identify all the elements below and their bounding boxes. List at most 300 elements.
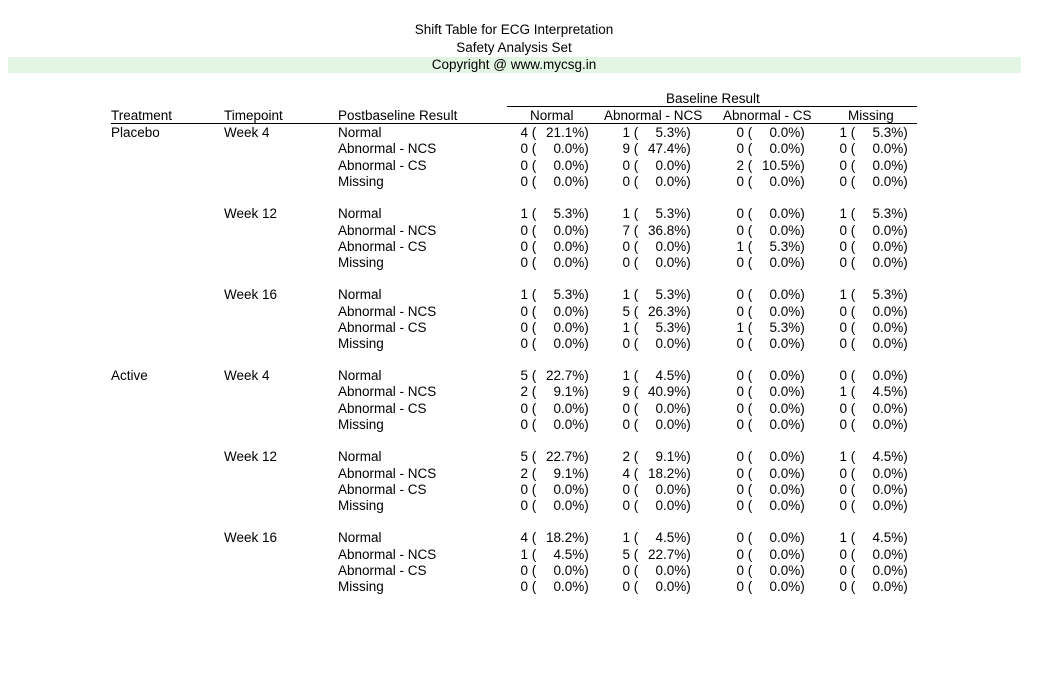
- shift-count-cell: [512, 336, 589, 352]
- percent-value: 4.5%: [872, 530, 904, 546]
- close-paren: ): [584, 416, 589, 432]
- count-value: 0: [520, 320, 528, 335]
- count-value: 0: [736, 400, 744, 416]
- percent-value: 0.0%: [872, 481, 904, 497]
- close-paren: ): [686, 303, 691, 319]
- count-value: 0: [622, 255, 630, 271]
- close-paren: ): [800, 125, 805, 140]
- shift-count-cell: [614, 401, 691, 417]
- open-paren: (: [744, 206, 753, 222]
- count-value: 9: [622, 384, 630, 400]
- close-paren: ): [903, 287, 908, 303]
- count-value: 5: [622, 303, 630, 319]
- close-paren: ): [584, 157, 589, 173]
- close-paren: ): [800, 303, 805, 319]
- percent-value: 9.1%: [655, 449, 687, 465]
- close-paren: ): [686, 563, 691, 578]
- shift-count-cell: [614, 449, 691, 465]
- percent-value: 4.5%: [553, 546, 585, 562]
- shift-count-cell: [614, 384, 691, 400]
- close-paren: ): [584, 287, 589, 303]
- count-value: 0: [839, 141, 847, 157]
- percent-value: 0.0%: [553, 579, 585, 595]
- open-paren: (: [744, 416, 753, 432]
- percent-value: 0.0%: [655, 416, 687, 432]
- shift-count-cell: [512, 449, 589, 465]
- percent-value: 0.0%: [553, 481, 585, 497]
- percent-value: 26.3%: [647, 303, 687, 319]
- percent-value: 0.0%: [872, 546, 904, 562]
- close-paren: ): [584, 303, 589, 319]
- close-paren: ): [800, 449, 805, 465]
- shift-count-cell: [831, 239, 908, 255]
- count-value: 0: [839, 173, 847, 189]
- percent-value: 0.0%: [655, 481, 687, 497]
- open-paren: (: [744, 384, 753, 400]
- shift-count-cell: [728, 384, 805, 400]
- shift-count-cell: [728, 449, 805, 465]
- shift-count-cell: [512, 287, 589, 303]
- open-paren: (: [528, 222, 537, 238]
- copyright-title: Copyright @ www.mycsg.in: [431, 57, 597, 72]
- count-value: 0: [520, 481, 528, 497]
- percent-value: 18.2%: [545, 530, 585, 546]
- close-paren: ): [800, 336, 805, 352]
- open-paren: (: [744, 530, 753, 546]
- open-paren: (: [630, 125, 639, 140]
- shift-count-cell: [512, 174, 589, 190]
- shift-count-cell: [512, 417, 589, 433]
- close-paren: ): [686, 384, 691, 400]
- percent-value: 0.0%: [553, 222, 585, 238]
- open-paren: (: [744, 320, 753, 335]
- shift-count-cell: [512, 498, 589, 514]
- shift-count-cell: [831, 449, 908, 465]
- percent-value: 0.0%: [872, 336, 904, 352]
- shift-count-cell: [831, 417, 908, 433]
- open-paren: (: [528, 498, 537, 514]
- count-value: 0: [839, 222, 847, 238]
- close-paren: ): [800, 141, 805, 157]
- percent-value: 5.3%: [553, 206, 585, 222]
- shift-count-cell: [831, 141, 908, 157]
- shift-count-cell: [512, 304, 589, 320]
- shift-count-cell: [831, 384, 908, 400]
- close-paren: ): [686, 416, 691, 432]
- close-paren: ): [903, 481, 908, 497]
- open-paren: (: [847, 157, 856, 173]
- percent-value: 0.0%: [872, 238, 904, 254]
- close-paren: ): [903, 368, 908, 383]
- percent-value: 0.0%: [769, 303, 801, 319]
- percent-value: 4.5%: [655, 530, 687, 546]
- shift-count-cell: [614, 174, 691, 190]
- open-paren: (: [528, 449, 537, 465]
- percent-value: 0.0%: [769, 336, 801, 352]
- shift-count-cell: [831, 206, 908, 222]
- percent-value: 0.0%: [872, 563, 904, 578]
- percent-value: 47.4%: [647, 141, 687, 157]
- count-value: 0: [520, 336, 528, 352]
- close-paren: ): [686, 368, 691, 383]
- close-paren: ): [903, 238, 908, 254]
- postbaseline-result-label: Missing: [338, 173, 384, 189]
- percent-value: 22.7%: [545, 368, 585, 383]
- count-value: 7: [622, 222, 630, 238]
- count-value: 0: [520, 498, 528, 514]
- count-value: 1: [839, 384, 847, 400]
- count-value: 0: [839, 400, 847, 416]
- count-value: 0: [622, 481, 630, 497]
- percent-value: 0.0%: [655, 255, 687, 271]
- percent-value: 5.3%: [769, 320, 801, 335]
- count-value: 1: [622, 287, 630, 303]
- shift-count-cell: [728, 158, 805, 174]
- percent-value: 0.0%: [553, 303, 585, 319]
- percent-value: 0.0%: [872, 400, 904, 416]
- close-paren: ): [800, 320, 805, 335]
- shift-count-cell: [728, 255, 805, 271]
- percent-value: 5.3%: [769, 238, 801, 254]
- count-value: 0: [736, 481, 744, 497]
- open-paren: (: [630, 303, 639, 319]
- close-paren: ): [584, 255, 589, 271]
- postbaseline-header: Postbaseline Result: [338, 108, 458, 123]
- postbaseline-result-label: Abnormal - CS: [338, 238, 427, 254]
- open-paren: (: [744, 303, 753, 319]
- close-paren: ): [686, 222, 691, 238]
- count-value: 0: [520, 579, 528, 595]
- count-value: 0: [520, 238, 528, 254]
- timepoint-label: Week 16: [224, 530, 278, 546]
- close-paren: ): [686, 579, 691, 595]
- percent-value: 0.0%: [769, 384, 801, 400]
- open-paren: (: [630, 481, 639, 497]
- close-paren: ): [686, 125, 691, 140]
- open-paren: (: [528, 206, 537, 222]
- count-value: 0: [520, 400, 528, 416]
- close-paren: ): [903, 320, 908, 335]
- shift-count-cell: [512, 482, 589, 498]
- open-paren: (: [744, 465, 753, 481]
- count-value: 0: [520, 157, 528, 173]
- open-paren: (: [744, 498, 753, 514]
- percent-value: 0.0%: [655, 157, 687, 173]
- open-paren: (: [847, 563, 856, 578]
- close-paren: ): [686, 238, 691, 254]
- count-value: 0: [736, 125, 744, 140]
- close-paren: ): [686, 498, 691, 514]
- shift-count-cell: [512, 141, 589, 157]
- close-paren: ): [800, 546, 805, 562]
- close-paren: ): [903, 384, 908, 400]
- timepoint-label: Week 4: [224, 125, 270, 140]
- count-value: 1: [839, 206, 847, 222]
- count-value: 0: [736, 141, 744, 157]
- open-paren: (: [528, 563, 537, 578]
- percent-value: 0.0%: [769, 125, 801, 140]
- shift-count-cell: [512, 368, 589, 384]
- shift-count-cell: [512, 466, 589, 482]
- count-value: 0: [736, 416, 744, 432]
- count-value: 2: [622, 449, 630, 465]
- open-paren: (: [847, 449, 856, 465]
- percent-value: 0.0%: [872, 173, 904, 189]
- percent-value: 0.0%: [872, 320, 904, 335]
- shift-count-cell: [728, 287, 805, 303]
- shift-count-cell: [831, 304, 908, 320]
- percent-value: 0.0%: [769, 141, 801, 157]
- shift-count-cell: [831, 223, 908, 239]
- shift-count-cell: [831, 466, 908, 482]
- baseline-span-rule: [507, 106, 917, 107]
- close-paren: ): [903, 449, 908, 465]
- percent-value: 0.0%: [872, 368, 904, 383]
- shift-count-cell: [614, 223, 691, 239]
- shift-count-cell: [728, 563, 805, 579]
- close-paren: ): [686, 481, 691, 497]
- close-paren: ): [800, 400, 805, 416]
- shift-count-cell: [512, 239, 589, 255]
- percent-value: 5.3%: [655, 125, 687, 140]
- percent-value: 0.0%: [769, 546, 801, 562]
- shift-count-cell: [614, 255, 691, 271]
- count-value: 0: [622, 173, 630, 189]
- open-paren: (: [744, 400, 753, 416]
- shift-count-cell: [614, 287, 691, 303]
- percent-value: 0.0%: [769, 255, 801, 271]
- open-paren: (: [528, 465, 537, 481]
- timepoint-label: Week 12: [224, 449, 278, 465]
- close-paren: ): [584, 222, 589, 238]
- close-paren: ): [800, 157, 805, 173]
- open-paren: (: [528, 173, 537, 189]
- percent-value: 9.1%: [553, 384, 585, 400]
- baseline-col-abnormal-ncs: Abnormal - NCS: [604, 108, 703, 123]
- percent-value: 0.0%: [872, 255, 904, 271]
- shift-count-cell: [728, 206, 805, 222]
- close-paren: ): [800, 481, 805, 497]
- shift-count-cell: [831, 287, 908, 303]
- postbaseline-result-label: Missing: [338, 255, 384, 271]
- count-value: 0: [736, 579, 744, 595]
- count-value: 0: [839, 238, 847, 254]
- shift-count-cell: [728, 401, 805, 417]
- close-paren: ): [800, 384, 805, 400]
- open-paren: (: [630, 384, 639, 400]
- count-value: 0: [736, 303, 744, 319]
- shift-count-cell: [512, 401, 589, 417]
- open-paren: (: [630, 368, 639, 383]
- percent-value: 0.0%: [769, 222, 801, 238]
- shift-count-cell: [512, 547, 589, 563]
- shift-count-cell: [831, 579, 908, 595]
- count-value: 0: [736, 173, 744, 189]
- percent-value: 0.0%: [655, 579, 687, 595]
- count-value: 2: [736, 157, 744, 173]
- open-paren: (: [528, 384, 537, 400]
- shift-count-cell: [728, 239, 805, 255]
- count-value: 0: [839, 368, 847, 383]
- shift-count-cell: [614, 482, 691, 498]
- shift-count-cell: [512, 384, 589, 400]
- count-value: 0: [622, 579, 630, 595]
- percent-value: 0.0%: [655, 498, 687, 514]
- postbaseline-result-label: Abnormal - CS: [338, 563, 427, 578]
- count-value: 5: [520, 449, 528, 465]
- close-paren: ): [800, 238, 805, 254]
- close-paren: ): [584, 546, 589, 562]
- count-value: 0: [622, 416, 630, 432]
- open-paren: (: [744, 141, 753, 157]
- shift-count-cell: [831, 498, 908, 514]
- shift-count-cell: [614, 563, 691, 579]
- open-paren: (: [528, 579, 537, 595]
- close-paren: ): [584, 368, 589, 383]
- open-paren: (: [630, 498, 639, 514]
- percent-value: 0.0%: [769, 173, 801, 189]
- postbaseline-result-label: Abnormal - NCS: [338, 465, 437, 481]
- postbaseline-result-label: Normal: [338, 125, 382, 140]
- close-paren: ): [584, 530, 589, 546]
- count-value: 1: [622, 125, 630, 140]
- count-value: 1: [839, 530, 847, 546]
- count-value: 0: [736, 222, 744, 238]
- shift-count-cell: [512, 223, 589, 239]
- baseline-col-normal: Normal: [530, 108, 574, 123]
- postbaseline-result-label: Normal: [338, 206, 382, 222]
- count-value: 0: [839, 320, 847, 335]
- timepoint-header: Timepoint: [224, 108, 283, 123]
- shift-count-cell: [614, 579, 691, 595]
- close-paren: ): [686, 320, 691, 335]
- open-paren: (: [847, 368, 856, 383]
- close-paren: ): [584, 173, 589, 189]
- shift-count-cell: [614, 498, 691, 514]
- shift-count-cell: [728, 320, 805, 336]
- open-paren: (: [630, 206, 639, 222]
- percent-value: 4.5%: [655, 368, 687, 383]
- open-paren: (: [847, 498, 856, 514]
- postbaseline-result-label: Missing: [338, 336, 384, 352]
- open-paren: (: [744, 287, 753, 303]
- percent-value: 0.0%: [553, 255, 585, 271]
- close-paren: ): [800, 498, 805, 514]
- open-paren: (: [847, 400, 856, 416]
- shift-count-cell: [728, 368, 805, 384]
- shift-count-cell: [728, 304, 805, 320]
- close-paren: ): [903, 530, 908, 546]
- close-paren: ): [903, 563, 908, 578]
- count-value: 1: [736, 320, 744, 335]
- count-value: 1: [520, 287, 528, 303]
- count-value: 1: [520, 206, 528, 222]
- close-paren: ): [903, 206, 908, 222]
- count-value: 0: [839, 416, 847, 432]
- postbaseline-result-label: Normal: [338, 449, 382, 465]
- postbaseline-result-label: Abnormal - NCS: [338, 141, 437, 157]
- percent-value: 5.3%: [872, 206, 904, 222]
- open-paren: (: [847, 320, 856, 335]
- treatment-header: Treatment: [111, 108, 173, 123]
- open-paren: (: [847, 141, 856, 157]
- close-paren: ): [584, 125, 589, 140]
- open-paren: (: [528, 238, 537, 254]
- count-value: 0: [622, 238, 630, 254]
- open-paren: (: [630, 320, 639, 335]
- shift-count-cell: [512, 563, 589, 579]
- shift-count-cell: [728, 482, 805, 498]
- shift-count-cell: [614, 239, 691, 255]
- close-paren: ): [584, 238, 589, 254]
- count-value: 0: [839, 481, 847, 497]
- postbaseline-result-label: Abnormal - CS: [338, 400, 427, 416]
- close-paren: ): [584, 400, 589, 416]
- count-value: 4: [622, 465, 630, 481]
- count-value: 9: [622, 141, 630, 157]
- postbaseline-result-label: Abnormal - NCS: [338, 546, 437, 562]
- postbaseline-result-label: Abnormal - CS: [338, 320, 427, 335]
- count-value: 0: [736, 384, 744, 400]
- close-paren: ): [903, 416, 908, 432]
- percent-value: 0.0%: [769, 416, 801, 432]
- close-paren: ): [686, 336, 691, 352]
- close-paren: ): [800, 287, 805, 303]
- open-paren: (: [528, 546, 537, 562]
- count-value: 0: [736, 206, 744, 222]
- percent-value: 21.1%: [545, 125, 585, 140]
- open-paren: (: [630, 222, 639, 238]
- table-title: Shift Table for ECG Interpretation: [414, 22, 614, 37]
- percent-value: 22.7%: [545, 449, 585, 465]
- count-value: 0: [520, 222, 528, 238]
- percent-value: 0.0%: [872, 416, 904, 432]
- shift-count-cell: [512, 320, 589, 336]
- close-paren: ): [800, 563, 805, 578]
- percent-value: 0.0%: [655, 173, 687, 189]
- open-paren: (: [528, 125, 537, 140]
- open-paren: (: [847, 481, 856, 497]
- count-value: 0: [736, 336, 744, 352]
- percent-value: 4.5%: [872, 384, 904, 400]
- percent-value: 5.3%: [872, 125, 904, 140]
- postbaseline-result-label: Abnormal - CS: [338, 157, 427, 173]
- percent-value: 5.3%: [553, 287, 585, 303]
- shift-count-cell: [614, 417, 691, 433]
- percent-value: 0.0%: [769, 206, 801, 222]
- percent-value: 0.0%: [553, 173, 585, 189]
- count-value: 0: [736, 465, 744, 481]
- open-paren: (: [847, 173, 856, 189]
- open-paren: (: [847, 416, 856, 432]
- count-value: 0: [736, 287, 744, 303]
- open-paren: (: [630, 563, 639, 578]
- open-paren: (: [847, 579, 856, 595]
- percent-value: 0.0%: [872, 141, 904, 157]
- open-paren: (: [528, 481, 537, 497]
- shift-count-cell: [728, 141, 805, 157]
- close-paren: ): [903, 125, 908, 140]
- percent-value: 5.3%: [655, 287, 687, 303]
- close-paren: ): [686, 141, 691, 157]
- open-paren: (: [744, 481, 753, 497]
- shift-count-cell: [728, 336, 805, 352]
- count-value: 0: [839, 336, 847, 352]
- open-paren: (: [847, 255, 856, 271]
- percent-value: 0.0%: [872, 579, 904, 595]
- count-value: 0: [520, 173, 528, 189]
- count-value: 1: [622, 206, 630, 222]
